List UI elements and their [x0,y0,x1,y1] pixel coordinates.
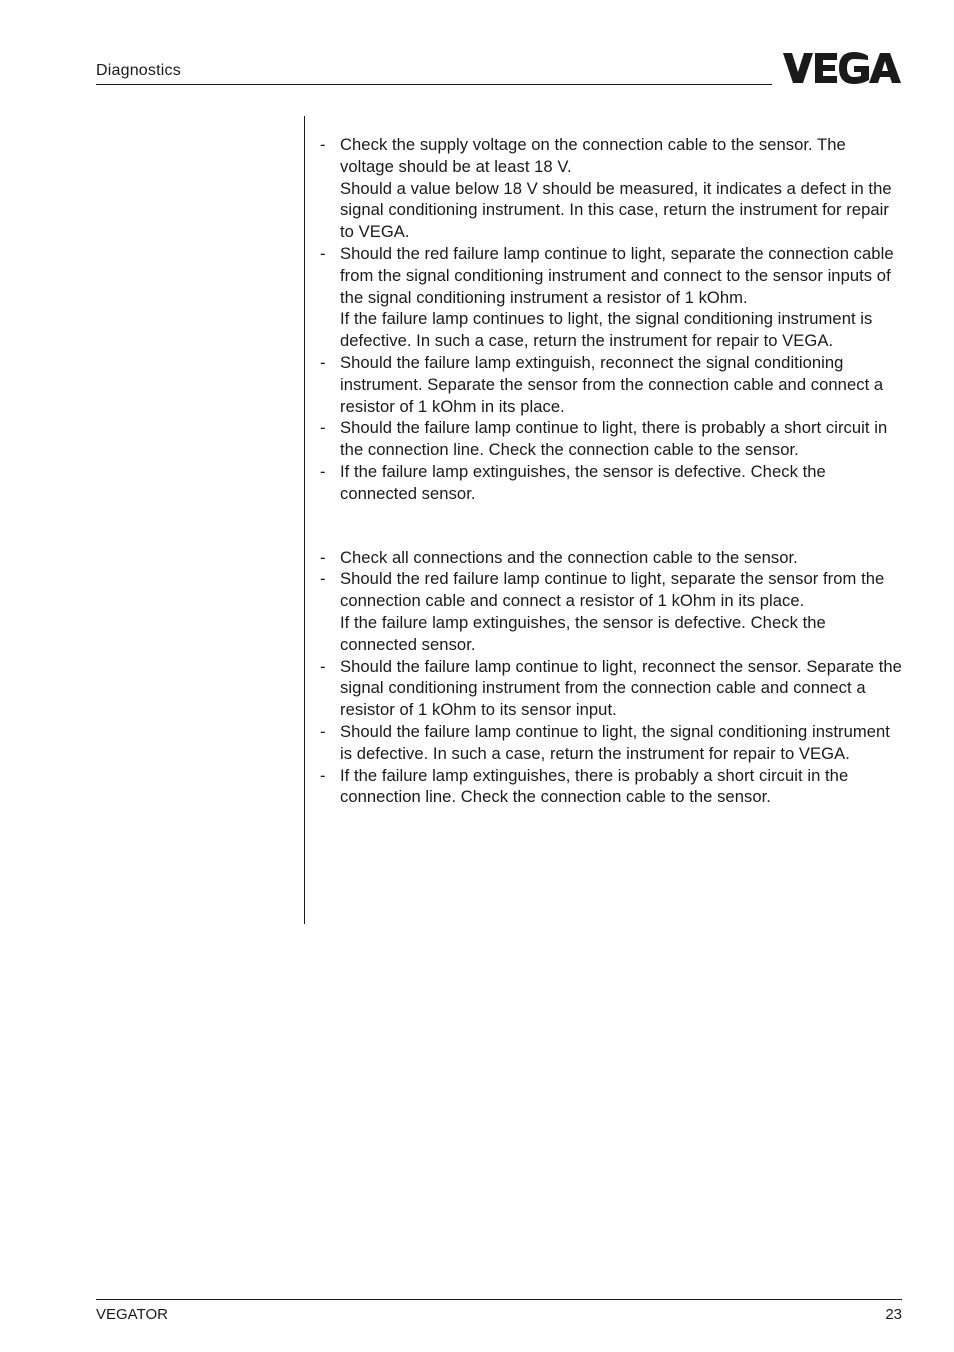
item-paragraph: Should the failure lamp continue to light, there is probably a short circuit in the connection line. Check the connection cable to the sensor. [340,418,888,460]
item-paragraph: If the failure lamp extinguishes, the sensor is defective. Check the connected sensor. [340,461,826,503]
section-title: Diagnostics [96,62,181,79]
bullet-dash: - [320,352,326,372]
list-item [320,547,904,569]
bullet-dash: - [320,418,326,438]
vega-logo-mark [782,50,902,86]
instruction-block [320,134,904,505]
bullet-dash: - [320,721,326,741]
bullet-dash: - [320,656,326,676]
bullet-dash: - [320,461,326,481]
list-item [320,243,904,352]
list-item [320,765,904,809]
item-paragraph: Check the supply voltage on the connection cable to the sensor. The voltage should be at least 18 V. [340,135,846,176]
list-item [320,352,904,417]
page-number: 23 [885,1306,902,1323]
item-paragraph: If the failure lamp extinguishes, the sensor is defective. Check the connected sensor. [340,612,826,654]
bullet-dash: - [320,569,326,589]
item-paragraph: Should the failure lamp continue to light, reconnect the sensor. Separate the signal conditioning instrument from the connection cable and connect a resistor of 1 kOhm to its sensor input. [340,656,902,720]
item-paragraph: Should the red failure lamp continue to light, separate the sensor from the connection cable and connect a resistor of 1 kOhm in its place. [340,569,885,611]
footer-product: VEGATOR [96,1306,168,1323]
list-item [320,656,904,721]
item-paragraph: Should the failure lamp extinguish, reconnect the signal conditioning instrument. Separate the sensor from the connection cable and connect a resistor of 1 kOhm in its place. [340,352,884,416]
vega-logo [782,50,902,86]
list-item [320,568,904,655]
list-item [320,134,904,243]
margin-rule [304,116,305,924]
item-paragraph: Check all connections and the connection cable to the sensor. [340,547,798,567]
item-paragraph: If the failure lamp continues to light, the signal conditioning instrument is defective. In such a case, return the instrument for repair to VEGA. [340,309,873,351]
list-item [320,417,904,461]
list-item [320,461,904,505]
header-divider [96,84,772,85]
bullet-dash: - [320,243,326,263]
footer-divider [96,1299,902,1300]
bullet-dash: - [320,765,326,785]
item-paragraph: Should the failure lamp continue to light, the signal conditioning instrument is defective. In such a case, return the instrument for repair to VEGA. [340,721,890,763]
item-paragraph: Should the red failure lamp continue to light, separate the connection cable from the signal conditioning instrument and connect to the sensor inputs of the signal conditioning instrument a resistor of 1 kOhm. [340,243,894,307]
instruction-block [320,547,904,809]
bullet-dash: - [320,547,326,567]
item-paragraph: Should a value below 18 V should be measured, it indicates a defect in the signal conditioning instrument. In this case, return the instrument for repair to VEGA. [340,178,892,242]
list-item [320,721,904,765]
body-content [320,134,904,808]
bullet-dash: - [320,135,326,154]
item-paragraph: If the failure lamp extinguishes, there is probably a short circuit in the connection line. Check the connection cable to the sensor. [340,765,849,807]
